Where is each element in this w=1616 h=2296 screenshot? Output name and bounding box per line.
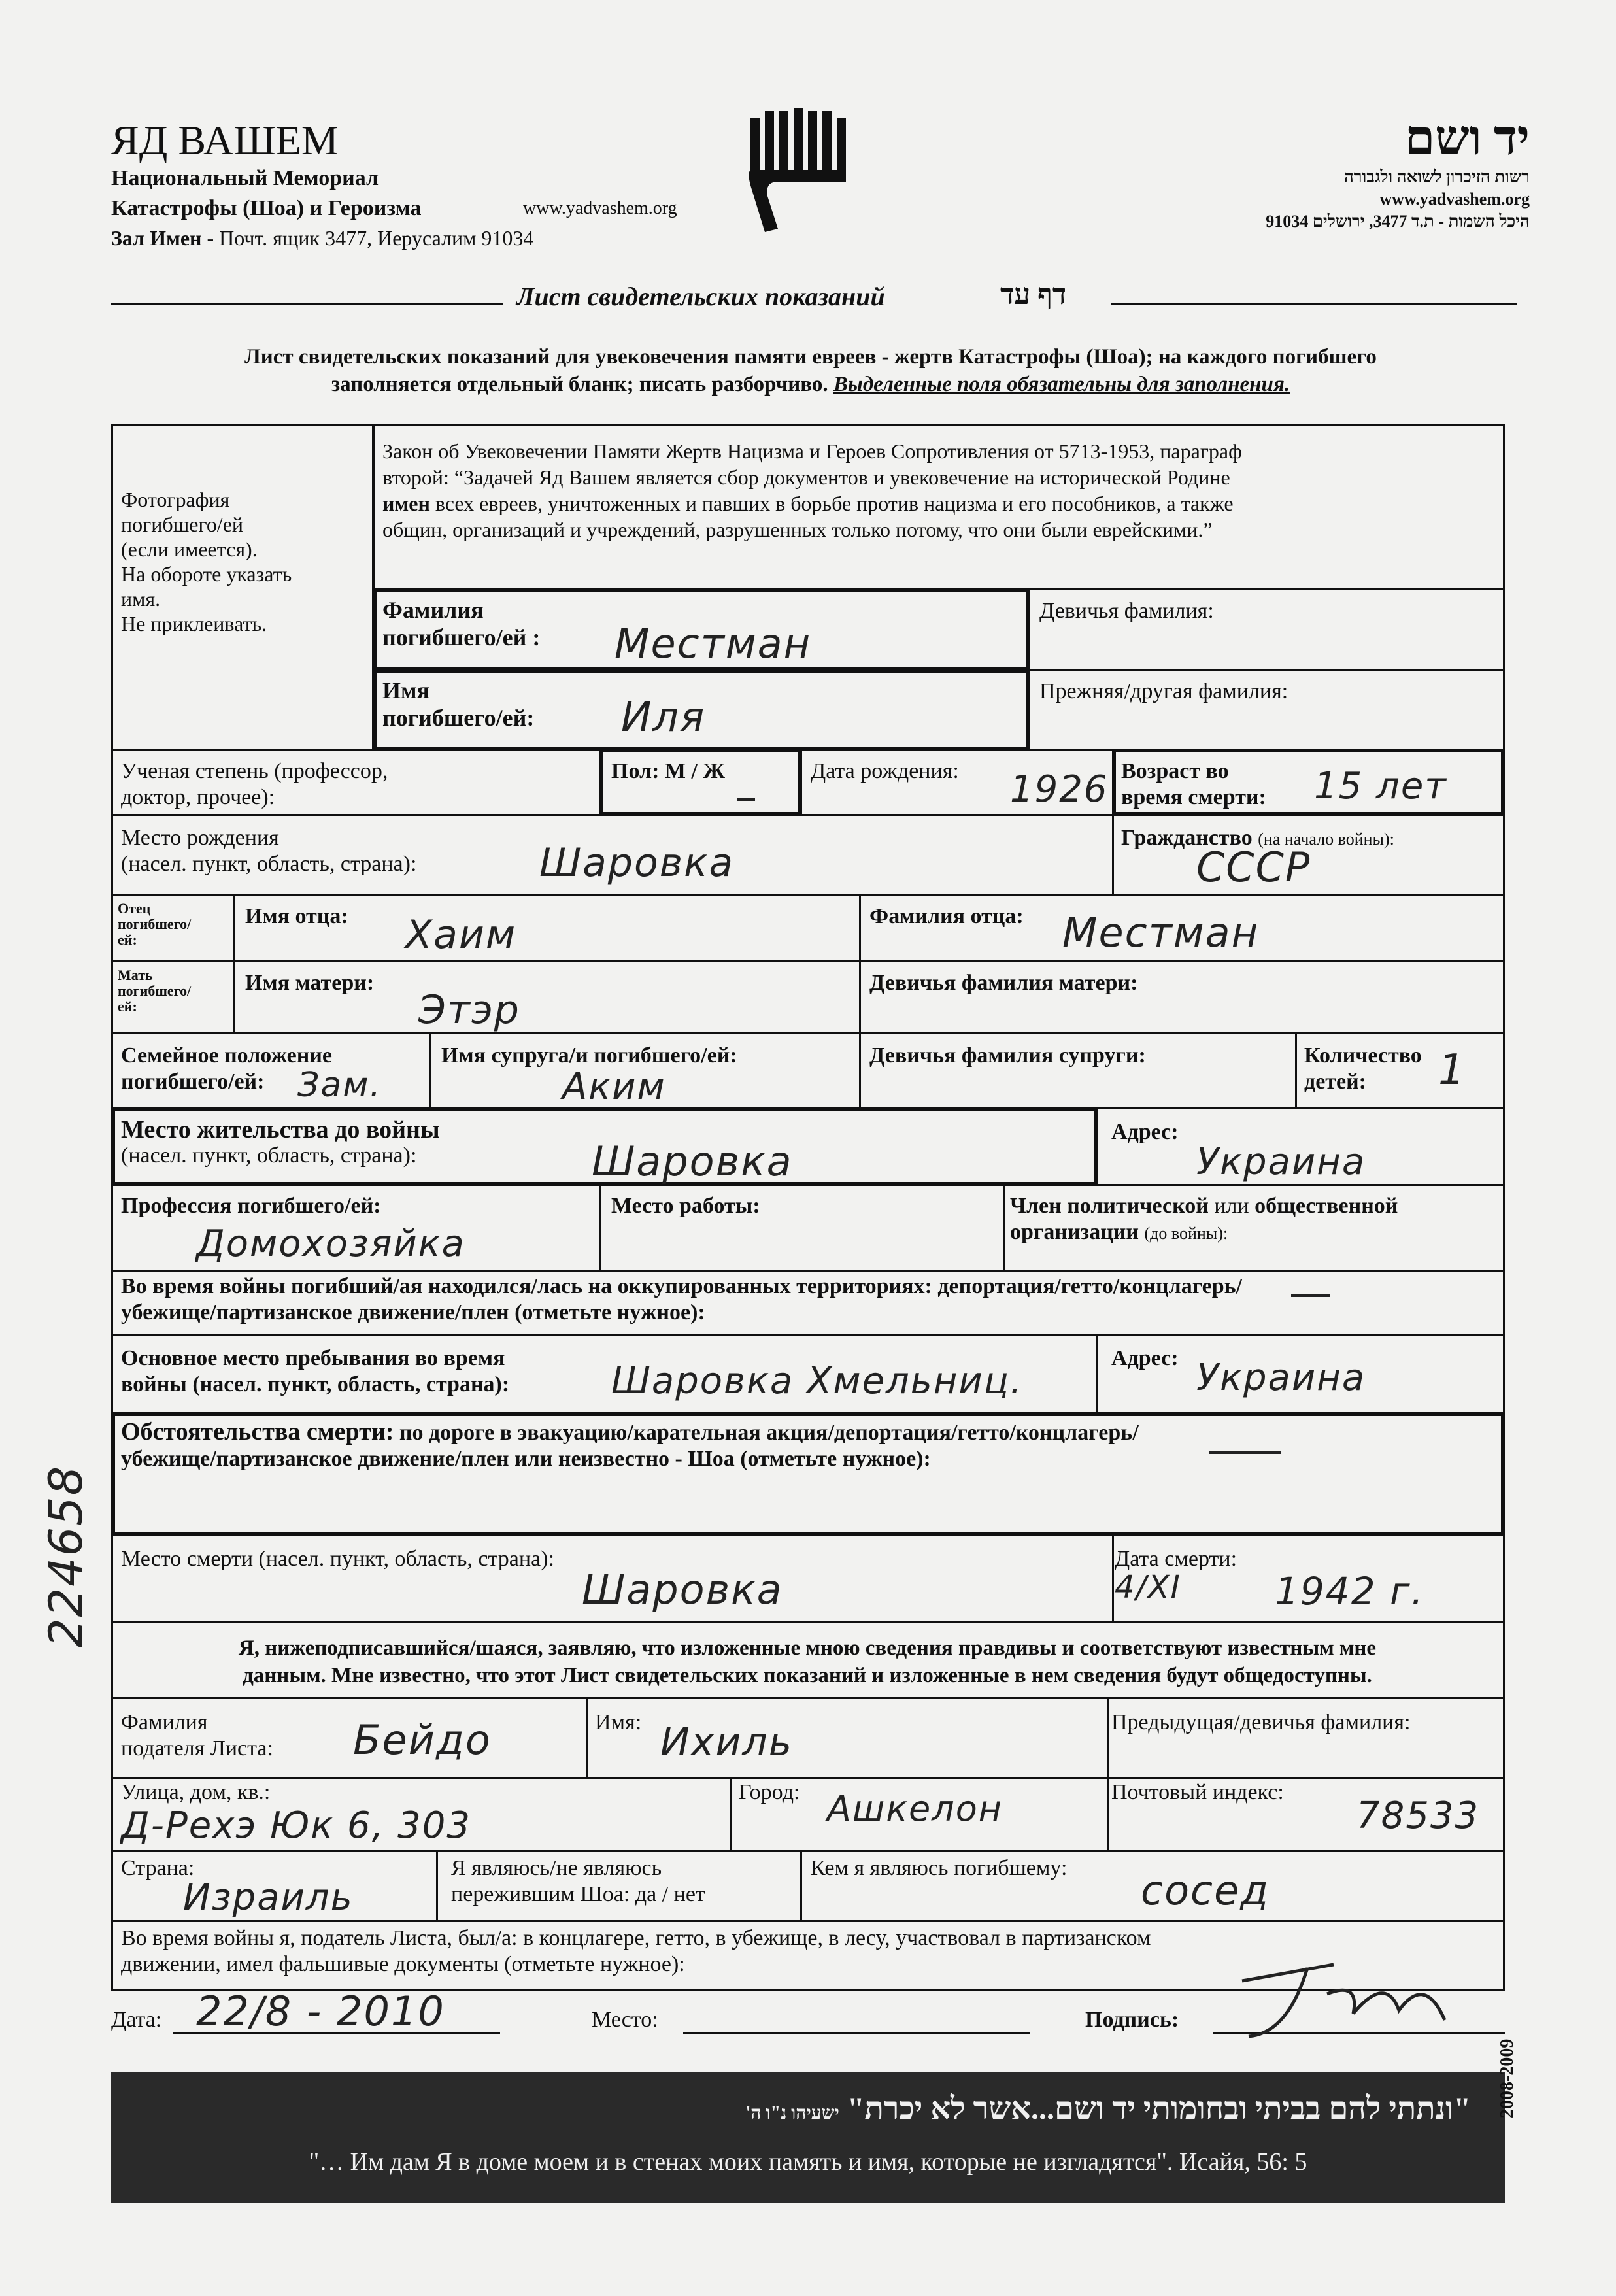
header-he-block bbox=[1137, 111, 1530, 233]
title-rule-left bbox=[111, 303, 503, 305]
mother-name-value: Этэр bbox=[418, 987, 520, 1033]
birthplace-label: Место рождения (насел. пункт, область, страна): bbox=[121, 826, 417, 876]
death-date-label: Дата смерти: bbox=[1115, 1547, 1237, 1571]
survivor-label: Я являюсь/не являюсь пережившим Шоа: да / нет bbox=[451, 1856, 705, 1906]
membership-label: Член политической или общественной организации (до войны): bbox=[1010, 1194, 1398, 1244]
residence-label: Место жительства до войны (насел. пункт, область, страна): bbox=[121, 1116, 440, 1168]
victim-name-value: Иля bbox=[621, 693, 706, 741]
citizenship-value: СССР bbox=[1196, 843, 1311, 891]
children-value: 1 bbox=[1438, 1046, 1466, 1094]
intro-emphasis: Выделенные поля обязательны для заполнения. bbox=[833, 373, 1290, 396]
date-value: 22/8 - 2010 bbox=[196, 1987, 445, 2035]
wartime-place-value: Шаровка Хмельниц. bbox=[611, 1360, 1023, 1402]
title-rule-right bbox=[1111, 303, 1517, 305]
father-surname-label: Фамилия отца: bbox=[869, 904, 1024, 928]
org-title-he: יד ושם bbox=[1405, 112, 1530, 165]
sheet-title-ru: Лист свидетельских показаний bbox=[516, 282, 885, 311]
place-label: Место: bbox=[592, 2008, 658, 2032]
submitter-name-label: Имя: bbox=[595, 1710, 642, 1734]
quote-he-ref: ישעיהו נ"ו ה' bbox=[745, 2103, 839, 2123]
degree-label: Ученая степень (профессор, доктор, прочее): bbox=[121, 759, 388, 809]
birth-date-value: 1926 bbox=[1010, 768, 1109, 811]
he-subtitle-3: היכל השמות - ת.ד 3477, ירושלים 91034 bbox=[1266, 212, 1530, 231]
death-date-day: 4/XI bbox=[1115, 1569, 1181, 1606]
quote-he: "ונתתי להם בביתי ובחומותי יד ושם...אשר לא יכרת" bbox=[847, 2091, 1471, 2126]
intro-text: Лист свидетельских показаний для увековечения памяти евреев - жертв Катастрофы (Шоа); на каждого погибшего заполняется отдельный бланк; писать разборчиво. Выделенные поля обязательны для заполнения. bbox=[244, 345, 1377, 396]
wartime-address-label: Адрес: bbox=[1111, 1346, 1179, 1370]
mother-name-label: Имя матери: bbox=[245, 971, 375, 995]
law-text: Закон об Увековечении Памяти Жертв Нацизма и Героев Сопротивления от 5713-1953, параграф второй: “Задачей Яд Вашем является сбор документов и увековечение на исторической Родине имен всех евреев, уничтоженных и павших в борьбе против нацизма и его пособников, а также общин, организаций и учреждений, разрушенных только потому, что они были еврейскими.” bbox=[382, 439, 1242, 541]
birth-date-label: Дата рождения: bbox=[811, 759, 959, 783]
footer-banner bbox=[111, 2072, 1505, 2203]
he-subtitle-1: רשות הזיכרון לשואה ולגבורה bbox=[1343, 167, 1530, 186]
hall-label: Зал Имен bbox=[111, 226, 202, 250]
submitter-previous-label: Предыдущая/девичья фамилия: bbox=[1111, 1710, 1411, 1734]
website-ru: www.yadvashem.org bbox=[523, 198, 677, 218]
he-subtitle-2: www.yadvashem.org bbox=[1379, 190, 1530, 209]
workplace-label: Место работы: bbox=[611, 1194, 760, 1218]
victim-previous-name-label: Прежняя/другая фамилия: bbox=[1039, 679, 1288, 703]
father-name-label: Имя отца: bbox=[245, 904, 348, 928]
quote-ru: "… Им дам Я в доме моем и в стенах моих память и имя, которые не изгладятся". bbox=[309, 2148, 1173, 2176]
yad-vashem-logo-icon bbox=[739, 105, 856, 235]
date-label: Дата: bbox=[111, 2008, 162, 2032]
citizenship-label: Гражданство (на начало войны): bbox=[1121, 826, 1394, 850]
city-label: Город: bbox=[739, 1780, 800, 1804]
spouse-name-label: Имя супруга/и погибшего/ей: bbox=[441, 1043, 737, 1068]
profession-value: Домохозяйка bbox=[196, 1223, 465, 1265]
death-place-label: Место смерти (насел. пункт, область, страна): bbox=[121, 1547, 554, 1571]
sex-mark bbox=[737, 798, 755, 801]
street-label: Улица, дом, кв.: bbox=[121, 1780, 271, 1804]
place-line bbox=[683, 2032, 1030, 2034]
submitter-wartime-label: Во время войны я, податель Листа, был/а: в концлагере, гетто, в убежище, в лесу, участвовал в партизанском движении, имел фальшивые документы (отметьте нужное): bbox=[121, 1926, 1151, 1976]
residence-value: Шаровка bbox=[592, 1138, 793, 1185]
photo-instructions: Фотография погибшего/ей (если имеется). На обороте указать имя. Не приклеивать. bbox=[121, 488, 292, 635]
country-label: Страна: bbox=[121, 1856, 195, 1880]
victim-maiden-label: Девичья фамилия: bbox=[1039, 599, 1214, 623]
mother-maiden-label: Девичья фамилия матери: bbox=[869, 971, 1138, 995]
children-label: Количество детей: bbox=[1304, 1043, 1422, 1094]
relation-value: сосед bbox=[1141, 1866, 1270, 1914]
death-place-value: Шаровка bbox=[582, 1566, 783, 1613]
father-surname-value: Местман bbox=[1062, 909, 1260, 956]
zip-label: Почтовый индекс: bbox=[1111, 1780, 1284, 1804]
address-value: Украина bbox=[1196, 1141, 1366, 1183]
submitter-name-value: Ихиль bbox=[660, 1719, 794, 1765]
po-box: - Почт. ящик 3477, Иерусалим 91034 bbox=[201, 226, 534, 250]
circumstances-mark bbox=[1209, 1451, 1281, 1454]
header-logo-block bbox=[111, 118, 732, 252]
death-date-year: 1942 г. bbox=[1275, 1569, 1424, 1613]
circumstances-label: Обстоятельства смерти: по дороге в эвакуацию/карательная акция/депортация/гетто/концлагерь/ убежище/партизанское движение/плен или неизвестно - Шоа (отметьте нужное): bbox=[121, 1418, 1139, 1471]
father-side-label: Отец погибшего/ ей: bbox=[118, 900, 192, 948]
zip-value: 78533 bbox=[1356, 1795, 1480, 1837]
signature-mark bbox=[1229, 1955, 1464, 2046]
birthplace-value: Шаровка bbox=[539, 840, 735, 886]
edition-label: 2008-2009 bbox=[1497, 2038, 1517, 2118]
wartime-address-value: Украина bbox=[1196, 1357, 1366, 1399]
age-value: 15 лет bbox=[1314, 765, 1447, 807]
city-value: Ашкелон bbox=[827, 1788, 1003, 1829]
declaration-text: Я, нижеподписавшийся/шаяся, заявляю, что изложенные мною сведения правдивы и соответствуют известным мне данным. Мне известно, что этот Лист свидетельских показаний и изложенные в нем сведения будут общедоступны. bbox=[238, 1636, 1377, 1687]
profession-label: Профессия погибшего/ей: bbox=[121, 1194, 381, 1218]
country-value: Израиль bbox=[183, 1876, 354, 1919]
wartime-place-label: Основное место пребывания во время войны (насел. пункт, область, страна): bbox=[121, 1346, 510, 1396]
relation-label: Кем я являюсь погибшему: bbox=[811, 1856, 1068, 1880]
spouse-name-value: Аким bbox=[562, 1066, 666, 1108]
org-subtitle-2: Катастрофы (Шоа) и Героизма bbox=[111, 196, 422, 220]
sex-label: Пол: М / Ж bbox=[611, 759, 726, 783]
submitter-surname-label: Фамилия подателя Листа: bbox=[121, 1710, 273, 1761]
submitter-surname-value: Бейдо bbox=[353, 1716, 492, 1764]
sheet-title-he: דף עד bbox=[1000, 279, 1067, 311]
signature-label: Подпись: bbox=[1085, 2008, 1179, 2032]
mother-side-label: Мать погибшего/ ей: bbox=[118, 967, 192, 1015]
father-name-value: Хаим bbox=[405, 912, 517, 958]
age-label: Возраст во время смерти: bbox=[1121, 759, 1266, 809]
spouse-maiden-label: Девичья фамилия супруги: bbox=[869, 1043, 1146, 1068]
victim-name-label: Имя погибшего/ей: bbox=[382, 677, 535, 731]
org-subtitle-1: Национальный Мемориал bbox=[111, 166, 379, 190]
side-archive-number: 224658 bbox=[39, 1464, 93, 1647]
quote-ru-ref: Исайя, 56: 5 bbox=[1179, 2148, 1307, 2176]
war-status-label: Во время войны погибший/ая находился/лась на оккупированных территориях: депортация/гетто/концлагерь/ убежище/партизанское движение/плен (отметьте нужное): bbox=[121, 1274, 1243, 1325]
marital-label: Семейное положение погибшего/ей: bbox=[121, 1043, 333, 1094]
org-title-ru: ЯД ВАШЕМ bbox=[111, 117, 339, 163]
war-status-mark bbox=[1291, 1294, 1330, 1297]
victim-surname-label: Фамилия погибшего/ей : bbox=[382, 597, 541, 650]
marital-value: Зам. bbox=[297, 1066, 382, 1105]
victim-surname-value: Местман bbox=[614, 620, 812, 667]
street-value: Д-Рехэ Юк 6, 303 bbox=[121, 1804, 472, 1847]
address-label: Адрес: bbox=[1111, 1120, 1179, 1144]
